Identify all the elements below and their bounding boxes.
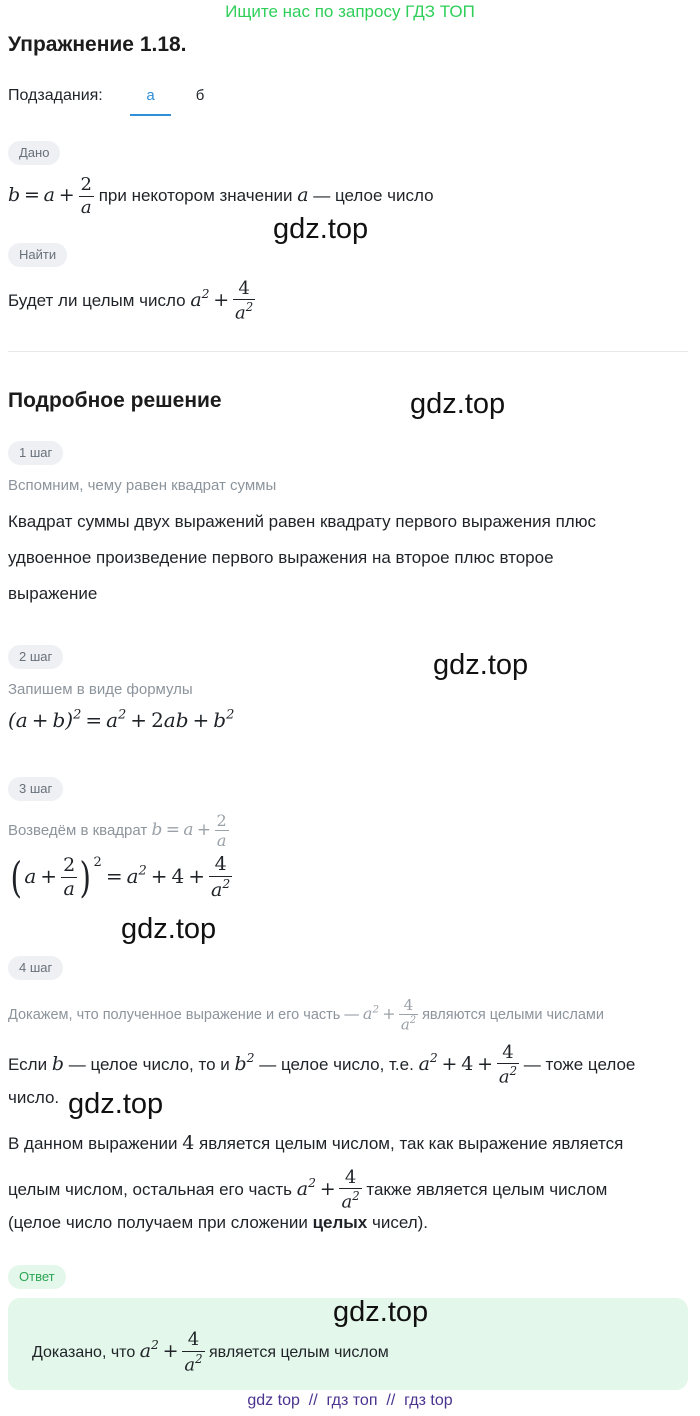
watermark: gdz.top [410, 388, 506, 420]
step-4-text: В данном выражении [8, 1134, 178, 1153]
tab-subtask-b[interactable]: б [195, 87, 205, 104]
formula-a-squared-plus: $a^2$ + [190, 287, 234, 312]
variable-a: a [297, 184, 309, 207]
step-4-text: — целое число, т.е. [259, 1055, 414, 1075]
watermark: gdz.top [121, 913, 217, 945]
step-4-text: также является целым числом [366, 1180, 608, 1200]
answer-text-start: Доказано, что [32, 1344, 136, 1362]
step-2-hint: Запишем в виде формулы [8, 681, 193, 698]
subtasks-label: Подзадания: [8, 87, 103, 104]
formula-square-expanded: ( a + $\frac{2}{a}$ ) $^2 = a^2 + 4$ + $\frac{4}{a^2}$ [10, 852, 231, 902]
top-banner: Ищите нас по запросу ГДЗ ТОП [225, 2, 475, 21]
step-4-hint-start: Докажем, что полученное выражение и его часть — [8, 1006, 359, 1023]
find-badge: Найти [8, 243, 67, 267]
find-text: Будет ли целым число [8, 291, 186, 311]
answer-text [32, 1323, 389, 1376]
step-4-text: является целым числом, так как выражение является [199, 1134, 624, 1153]
step-4-paragraph-2-line-3 [8, 1205, 428, 1241]
step-2-badge-wrap [8, 645, 63, 669]
formula-a2-plus-grey: $a^2$ + [362, 1003, 399, 1023]
step-1-hint: Вспомним, чему равен квадрат суммы [8, 477, 277, 494]
step-4-hint-end: являются целыми числами [422, 1006, 604, 1023]
formula-a2-plus: $a^2$ + [139, 1338, 183, 1363]
find-badge-wrap [8, 243, 67, 267]
step-4-bold-text: целых [312, 1213, 368, 1232]
divider [8, 351, 688, 352]
step-2-badge: 2 шаг [8, 645, 63, 669]
tab-subtask-a[interactable]: а [130, 80, 171, 116]
formula-square-of-sum: $(a + b)^2 = a^2 + 2ab + b^2$ [8, 708, 235, 733]
step-4-badge: 4 шаг [8, 956, 63, 980]
watermark: gdz.top [273, 213, 369, 245]
number-4: 4 [182, 1132, 195, 1154]
watermark: gdz.top [333, 1296, 429, 1328]
watermark: gdz.top [68, 1088, 164, 1120]
find-statement [8, 276, 255, 324]
step-4-text: целым числом, остальная его часть [8, 1180, 293, 1200]
step-4-text: Если [8, 1055, 48, 1075]
step-4-hint-row [8, 986, 604, 1038]
answer-text-end: является целым числом [209, 1344, 389, 1362]
solution-title: Подробное решение [8, 389, 222, 412]
step-1-line-3: выражение [8, 584, 98, 603]
page-title: Упражнение 1.18. [8, 33, 187, 56]
formula-a2-plus: $a^2$ + [296, 1176, 340, 1201]
step-4-text: (целое число получаем при сложении [8, 1213, 308, 1232]
given-statement [8, 175, 434, 218]
step-3-hint-row [8, 806, 229, 855]
fraction-4-over-a2: $\frac{4}{a^2}$ [235, 277, 254, 324]
fraction-4-over-a2: $\frac{4}{a^2}$ [498, 1041, 518, 1088]
step-1-badge: 1 шаг [8, 441, 63, 465]
step-4-text: — тоже целое [523, 1055, 636, 1075]
given-text-middle: при некотором значении [98, 186, 293, 206]
watermark: gdz.top [433, 649, 529, 681]
given-badge-wrap [8, 141, 60, 165]
fraction-4-over-a2: $\frac{4}{a^2}$ [184, 1328, 203, 1376]
step-4-p1-end: число. [8, 1088, 60, 1107]
step-4-text: — целое число, то и [68, 1055, 230, 1075]
variable-b-squared: $b^2$ [234, 1051, 255, 1076]
step-3-badge-wrap [8, 777, 63, 801]
step-4-paragraph-2-line-1 [8, 1125, 623, 1162]
fraction-2-over-a-grey: $\frac{2}{a}$ [216, 810, 227, 851]
step-3-hint: Возведём в квадрат [8, 822, 148, 839]
step-1-line-2: удвоенное произведение первого выражения на второе плюс второе [8, 548, 554, 567]
formula-a2-plus-4-plus: $a^2 + 4$ + [418, 1051, 497, 1076]
fraction-2-over-a: $\frac{2}{a}$ [80, 174, 92, 218]
step-4-paragraph-1 [8, 1036, 635, 1088]
formula-b-equals-grey: b = a + [151, 820, 215, 840]
footer: gdz top // гдз топ // гдз top [247, 1392, 453, 1409]
step-4-text: чисел). [371, 1213, 429, 1232]
step-1-line-1: Квадрат суммы двух выражений равен квадрату первого выражения плюс [8, 512, 596, 531]
step-4-badge-wrap [8, 956, 63, 980]
fraction-4-over-a2-grey: $\frac{4}{a^2}$ [400, 995, 417, 1034]
answer-badge-wrap [8, 1265, 66, 1289]
answer-badge: Ответ [8, 1265, 66, 1289]
variable-b: b [51, 1053, 64, 1076]
formula-b-equals: b = a + [8, 184, 79, 207]
step-3-badge: 3 шаг [8, 777, 63, 801]
step-1-badge-wrap [8, 441, 63, 465]
given-text-end: — целое число [313, 186, 434, 206]
fraction-4-over-a2: $\frac{4}{a^2}$ [341, 1166, 360, 1213]
given-badge: Дано [8, 141, 60, 165]
